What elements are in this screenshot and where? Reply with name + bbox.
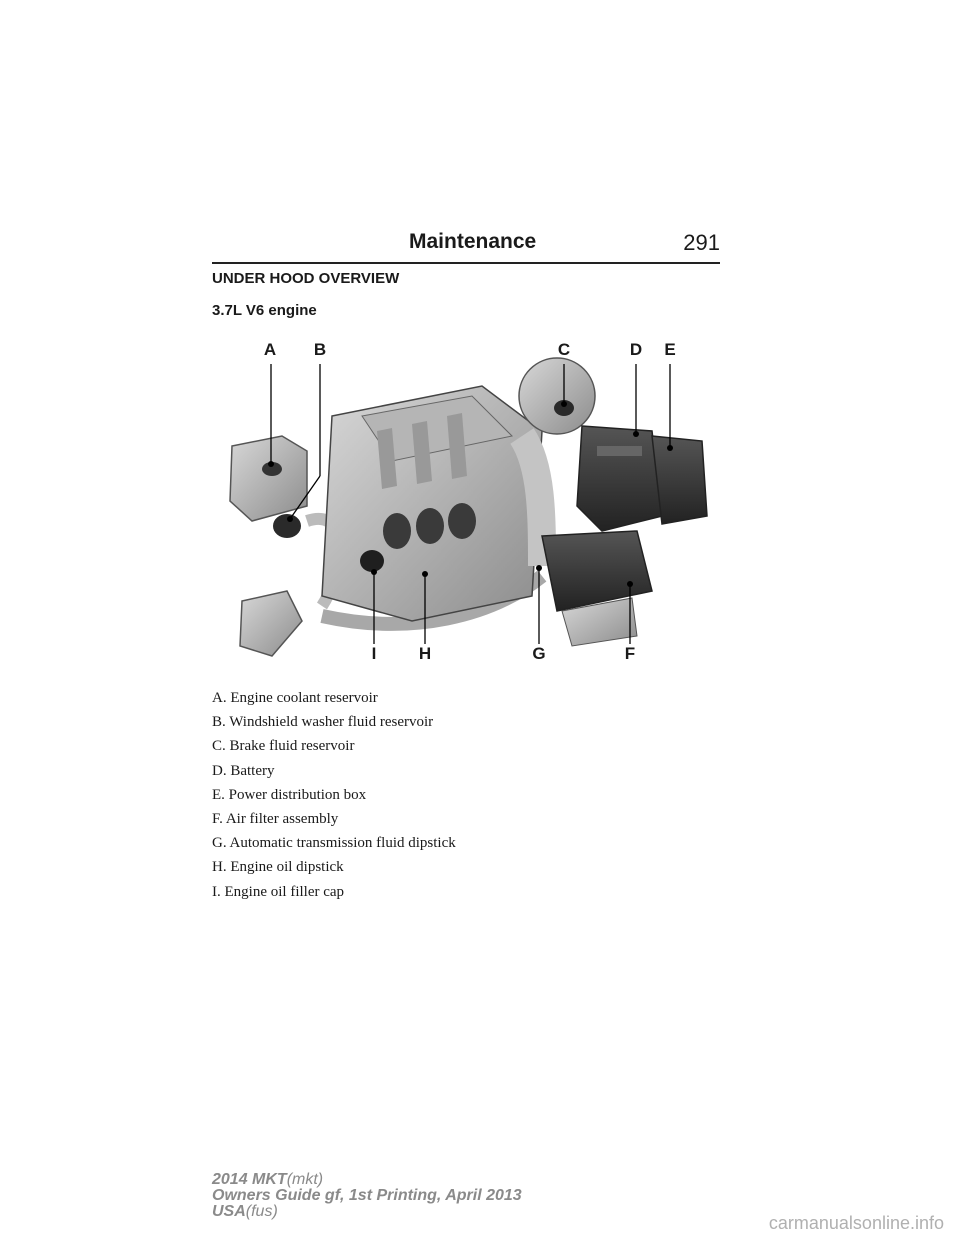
power-distribution-box-shape (652, 436, 707, 524)
footer-market: USA (212, 1203, 246, 1220)
legend-item: C. Brake fluid reservoir (212, 738, 355, 755)
watermark: carmanualsonline.info (768, 1213, 944, 1233)
legend-item: D. Battery (212, 762, 275, 779)
battery-shape (577, 426, 662, 531)
legend-item: E. Power distribution box (212, 786, 367, 803)
legend-item: F. Air filter assembly (212, 810, 339, 827)
legend-item: B. Windshield washer fluid reservoir (212, 714, 434, 731)
engine-subheading: 3.7L V6 engine (212, 302, 317, 319)
callout-label-c: C (557, 340, 571, 359)
callout-label-h: H (418, 644, 432, 663)
page-number: 291 (683, 230, 720, 255)
legend-item: G. Automatic transmission fluid dipstick (212, 835, 456, 852)
callout-label-f: F (624, 644, 636, 663)
callout-label-e: E (664, 340, 676, 359)
coolant-reservoir-shape (230, 436, 307, 521)
component-legend (212, 688, 720, 906)
legend-item: H. Engine oil dipstick (212, 859, 344, 876)
callout-label-a: A (263, 340, 277, 359)
callout-label-g: G (532, 644, 546, 663)
document-footer (212, 1172, 522, 1220)
callout-label-i: I (371, 644, 377, 663)
engine-illustration (212, 336, 720, 670)
callout-label-b: B (313, 340, 327, 359)
footer-model: 2014 MKT (212, 1171, 287, 1188)
footer-edition: Owners Guide gf, 1st Printing, April 2013 (212, 1187, 522, 1204)
header-title: Maintenance (409, 230, 537, 253)
footer-market-code: (fus) (245, 1203, 278, 1220)
engine-diagram (212, 336, 720, 670)
air-filter-shape (542, 531, 652, 611)
section-heading: UNDER HOOD OVERVIEW (212, 270, 400, 287)
callout-label-d: D (629, 340, 643, 359)
footer-model-code: (mkt) (286, 1171, 324, 1188)
legend-item: I. Engine oil filler cap (212, 883, 345, 900)
page-header (212, 228, 720, 264)
legend-item: A. Engine coolant reservoir (212, 690, 378, 706)
